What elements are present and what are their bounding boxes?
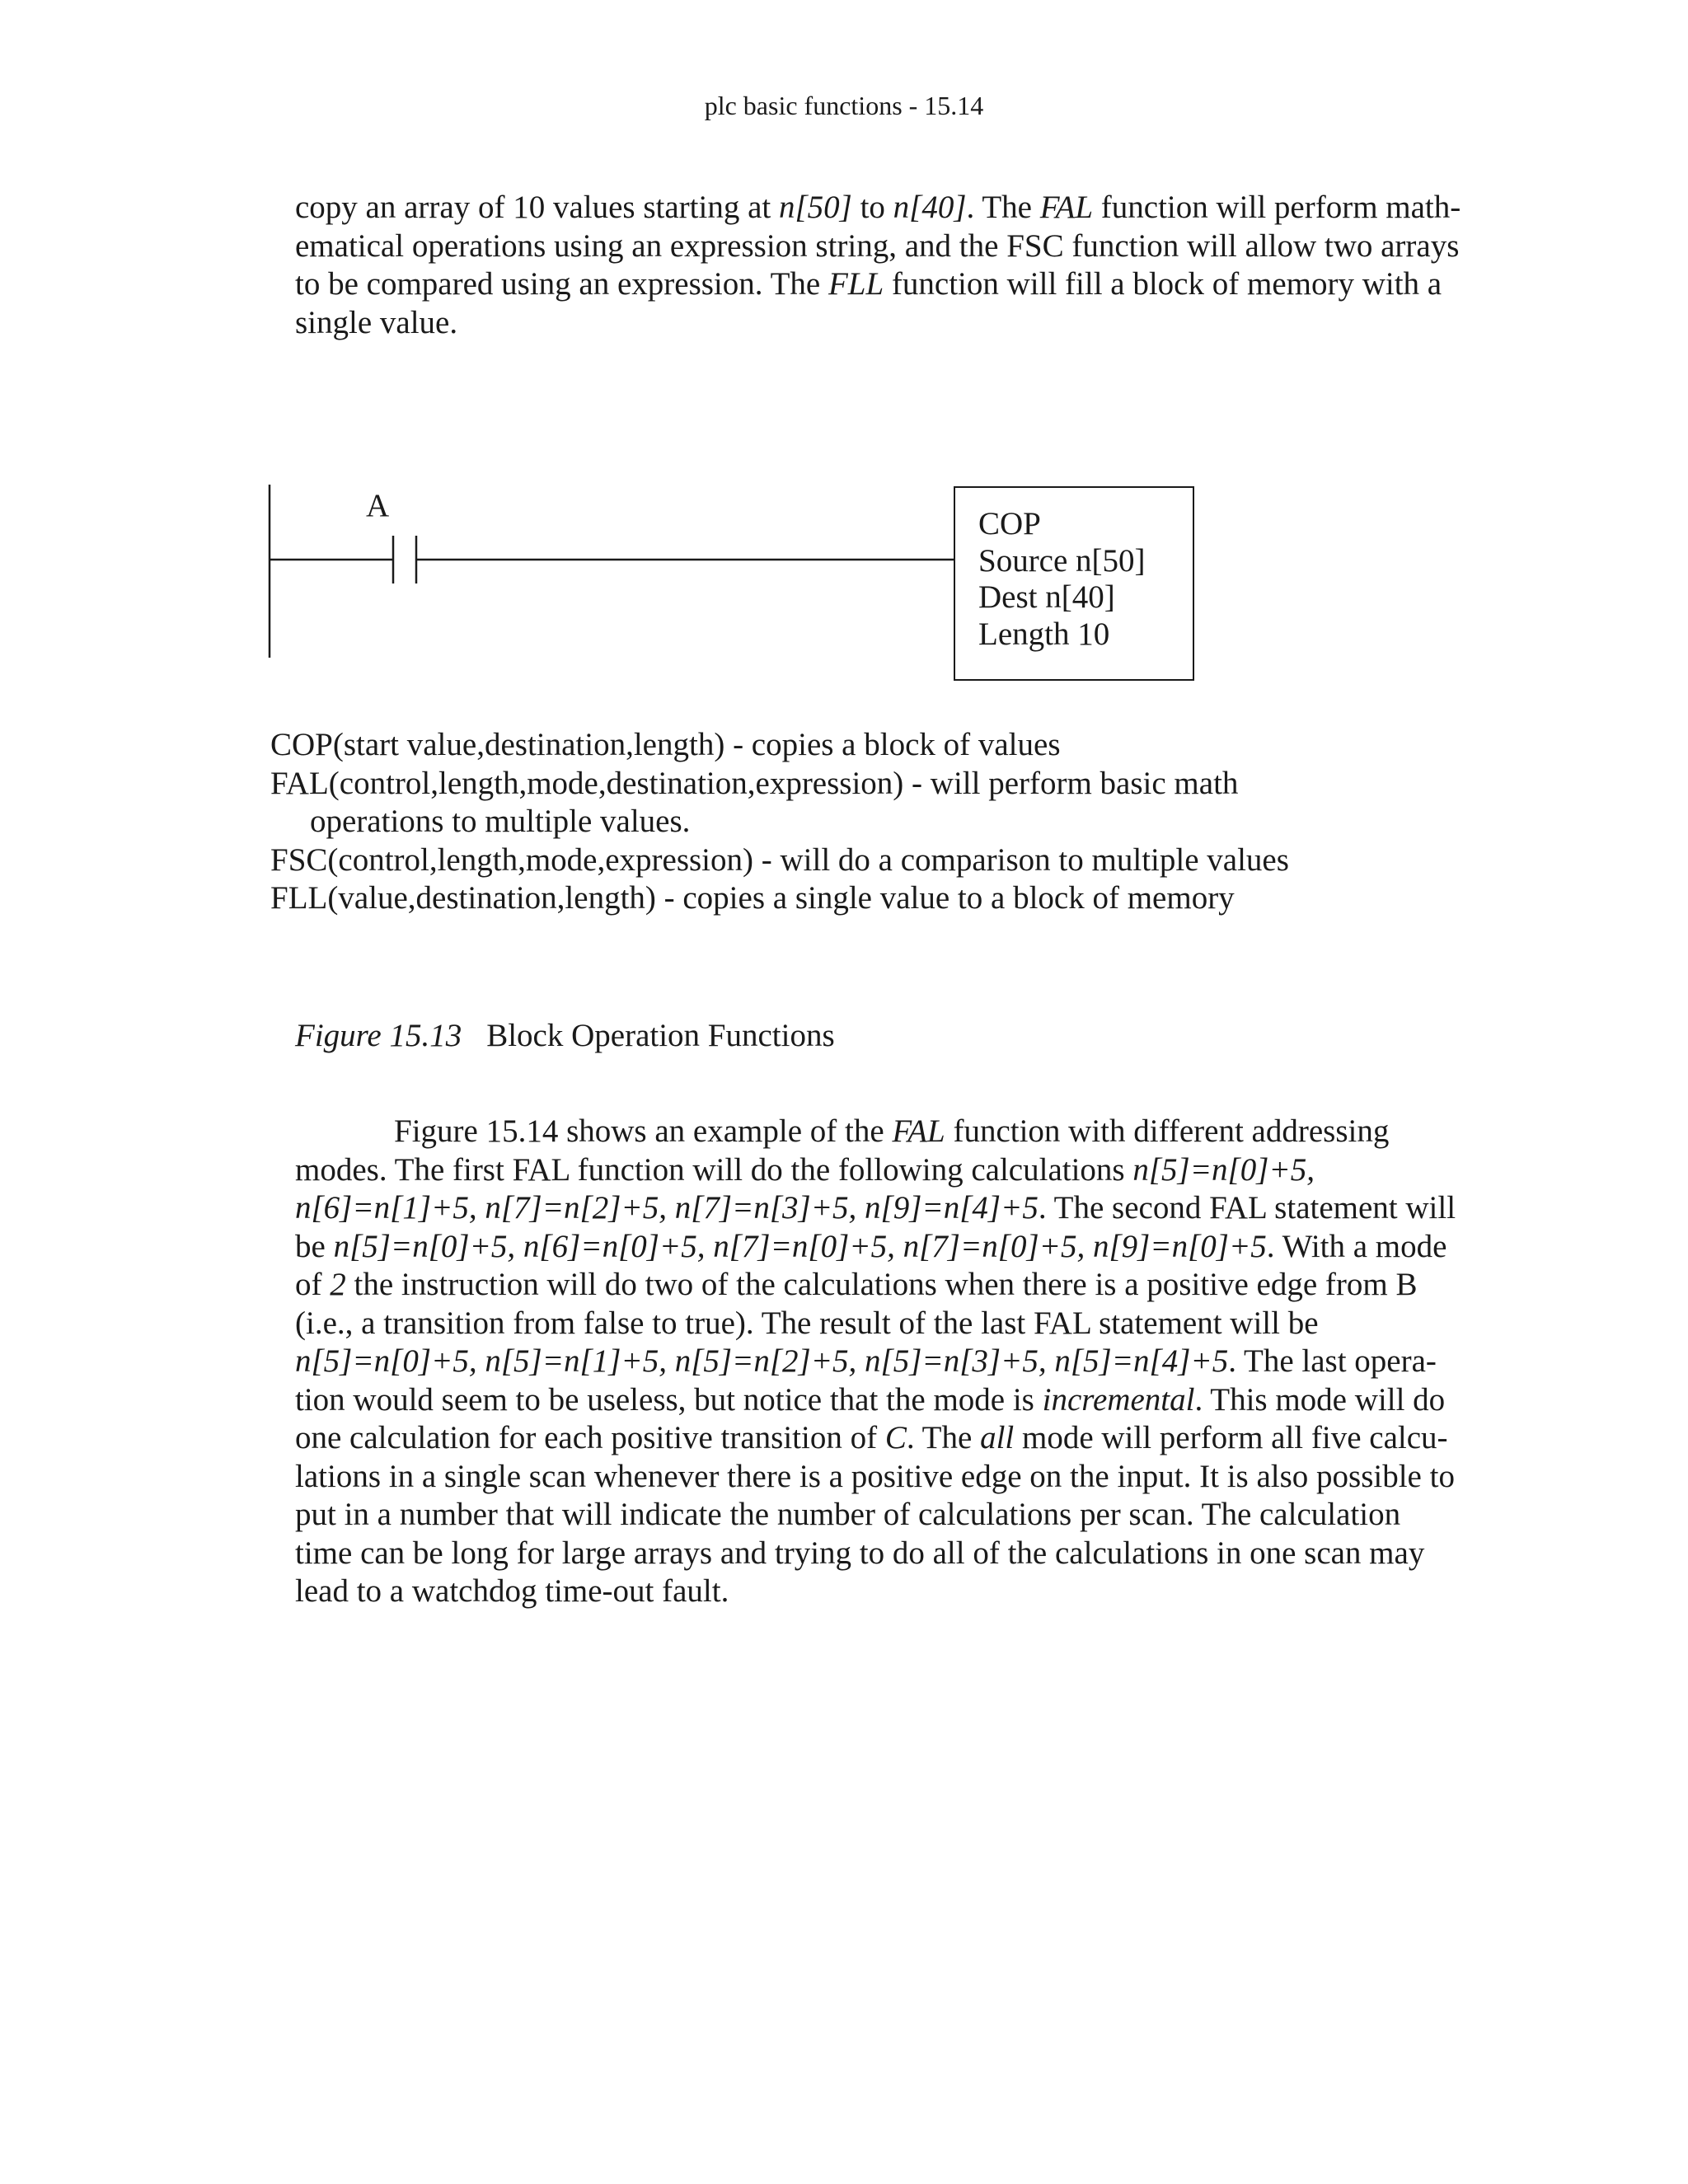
body-line-2: modes. The first FAL function will do the following calculations n[5]=n[0]+5, xyxy=(295,1151,1315,1188)
body-line-5: of 2 the instruction will do two of the calculations when there is a positive edge from B xyxy=(295,1267,1418,1302)
cop-block-title: COP xyxy=(978,506,1041,541)
ladder-diagram xyxy=(264,481,1212,687)
definition-fll: FLL(value,destination,length) - copies a single value to a block of memory xyxy=(270,880,1235,916)
body-line-1: Figure 15.14 shows an example of the FAL function with different addressing xyxy=(394,1113,1390,1149)
definition-fal: FAL(control,length,mode,destination,expression) - will perform basic math xyxy=(270,765,1239,801)
definition-fal-continued: operations to multiple values. xyxy=(310,804,691,839)
body-line-3: n[6]=n[1]+5, n[7]=n[2]+5, n[7]=n[3]+5, n[9]=n[4]+5. The second FAL statement will xyxy=(295,1190,1456,1226)
body-line-12: time can be long for large arrays and trying to do all of the calculations in one scan may xyxy=(295,1535,1425,1571)
body-line-7: n[5]=n[0]+5, n[5]=n[1]+5, n[5]=n[2]+5, n[5]=n[3]+5, n[5]=n[4]+5. The last opera- xyxy=(295,1343,1437,1379)
figure-caption xyxy=(295,1017,835,1055)
cop-block-source: Source n[50] xyxy=(978,542,1146,579)
intro-line-2: ematical operations using an expression string, and the FSC function will allow two arrays xyxy=(295,227,1460,264)
cop-block-length: Length 10 xyxy=(978,616,1110,652)
intro-line-3: to be compared using an expression. The FLL function will fill a block of memory with a xyxy=(295,266,1442,302)
figure-number: Figure 15.13 xyxy=(295,1018,462,1053)
figure-title: Block Operation Functions xyxy=(486,1018,835,1053)
body-line-10: lations in a single scan whenever there is a positive edge on the input. It is also possible to xyxy=(295,1458,1455,1494)
cop-instruction-block xyxy=(954,486,1194,681)
intro-line-1: copy an array of 10 values starting at n[50] to n[40]. The FAL function will perform math- xyxy=(295,190,1461,225)
body-line-4: be n[5]=n[0]+5, n[6]=n[0]+5, n[7]=n[0]+5, n[7]=n[0]+5, n[9]=n[0]+5. With a mode xyxy=(295,1228,1447,1264)
definition-cop: COP(start value,destination,length) - copies a block of values xyxy=(270,727,1061,762)
function-definitions xyxy=(270,726,1507,918)
definition-fsc: FSC(control,length,mode,expression) - will do a comparison to multiple values xyxy=(270,841,1289,878)
body-line-8: tion would seem to be useless, but notice that the mode is incremental. This mode will do xyxy=(295,1381,1446,1418)
running-header: plc basic functions - 15.14 xyxy=(704,91,984,120)
cop-block-dest: Dest n[40] xyxy=(978,579,1115,615)
intro-paragraph xyxy=(295,189,1482,342)
body-line-9: one calculation for each positive transition of C. The all mode will perform all five calcu- xyxy=(295,1420,1448,1455)
fal-explanation-paragraph xyxy=(295,1113,1482,1611)
body-line-11: put in a number that will indicate the number of calculations per scan. The calculation xyxy=(295,1497,1401,1532)
intro-line-4: single value. xyxy=(295,304,458,340)
body-line-6: (i.e., a transition from false to true). The result of the last FAL statement will be xyxy=(295,1305,1319,1341)
body-line-13: lead to a watchdog time-out fault. xyxy=(295,1573,729,1609)
contact-label-a: A xyxy=(366,488,390,523)
